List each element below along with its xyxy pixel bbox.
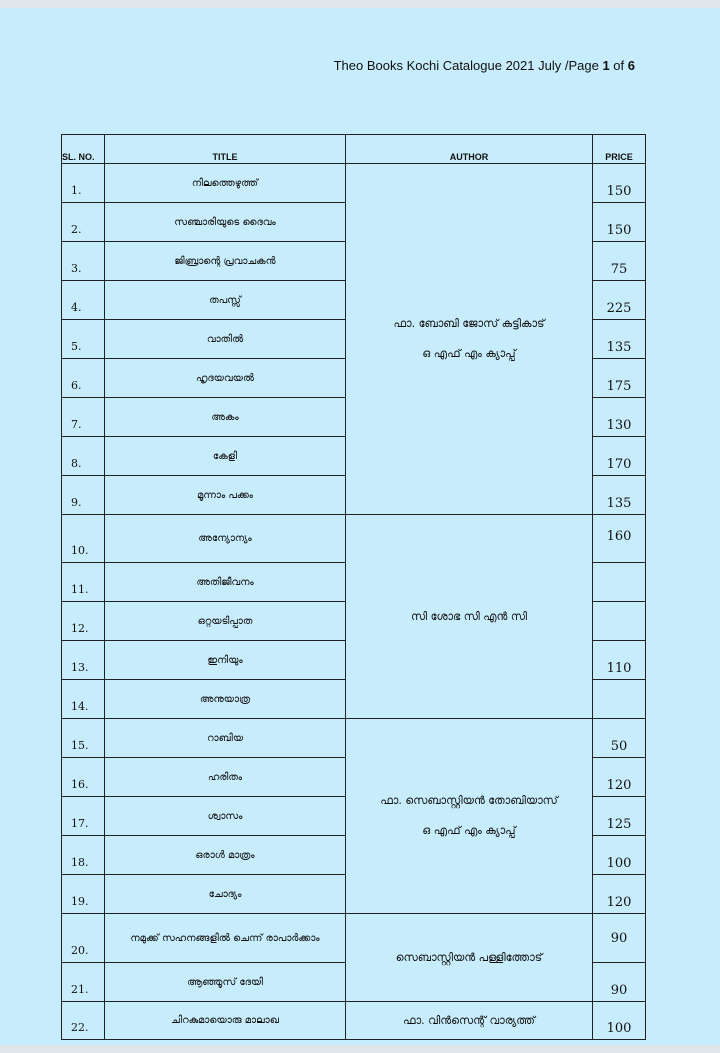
col-header-price: PRICE (593, 135, 646, 164)
col-header-title: TITLE (105, 135, 346, 164)
page-total: 6 (627, 58, 635, 73)
price-cell: 90 (593, 963, 646, 1002)
table-row (62, 164, 646, 203)
sl-cell: 22. (62, 1002, 105, 1040)
sl-cell: 6. (62, 359, 105, 398)
sl-cell: 7. (62, 398, 105, 437)
sl-cell: 16. (62, 758, 105, 797)
sl-cell: 4. (62, 281, 105, 320)
bottom-edge-strip (0, 1045, 720, 1053)
author-cell (346, 164, 593, 515)
top-edge-strip (0, 0, 720, 8)
price-cell: 100 (593, 836, 646, 875)
title-cell: നിലത്തെഴുത്ത് (105, 164, 346, 203)
author-line: ഒ എഫ് എം ക്യാപ്പ് (422, 347, 516, 360)
author-line: ഒ എഫ് എം ക്യാപ്പ് (422, 824, 516, 837)
author-cell (346, 515, 593, 719)
sl-cell: 10. (62, 515, 105, 563)
sl-cell: 13. (62, 641, 105, 680)
author-line: സി ശോഭ സി എൻ സി (411, 609, 527, 623)
sl-cell: 19. (62, 875, 105, 914)
sl-cell: 14. (62, 680, 105, 719)
price-cell: 130 (593, 398, 646, 437)
sl-cell: 11. (62, 563, 105, 602)
sl-cell: 9. (62, 476, 105, 515)
page-header (334, 58, 635, 73)
title-cell: സഞ്ചാരിയുടെ ദൈവം (105, 203, 346, 242)
title-cell: ഹരിതം (105, 758, 346, 797)
author-cell (346, 914, 593, 1002)
catalogue-table (61, 134, 646, 1040)
price-cell: 75 (593, 242, 646, 281)
table-header-row (62, 135, 646, 164)
sl-cell: 17. (62, 797, 105, 836)
price-cell: 225 (593, 281, 646, 320)
price-cell: 150 (593, 164, 646, 203)
price-cell: 160 (593, 515, 646, 563)
header-of: of (613, 58, 625, 73)
title-cell: വാതിൽ (105, 320, 346, 359)
sl-cell: 8. (62, 437, 105, 476)
author-line: ഫാ. വിൻസെന്റ് വാര്യത്ത് (403, 1013, 535, 1027)
title-cell: ഒരാൾ മാത്രം (105, 836, 346, 875)
title-cell: ശ്വാസം (105, 797, 346, 836)
price-cell (593, 680, 646, 719)
price-cell: 90 (593, 914, 646, 963)
col-header-author: AUTHOR (346, 135, 593, 164)
sl-cell: 21. (62, 963, 105, 1002)
price-cell: 135 (593, 320, 646, 359)
title-cell: ജിബ്രാന്റെ പ്രവാചകൻ (105, 242, 346, 281)
title-cell: ആഞ്ഞൂസ് ദേയി (105, 963, 346, 1002)
sl-cell: 2. (62, 203, 105, 242)
table-row (62, 719, 646, 758)
table-row (62, 1002, 646, 1040)
price-cell: 110 (593, 641, 646, 680)
title-cell: അകം (105, 398, 346, 437)
price-cell: 170 (593, 437, 646, 476)
author-line: സെബാസ്റ്റിയൻ പള്ളിത്തോട് (395, 950, 543, 964)
price-cell: 120 (593, 758, 646, 797)
sl-cell: 1. (62, 164, 105, 203)
title-cell: ഹൃദയവയൽ (105, 359, 346, 398)
price-cell: 125 (593, 797, 646, 836)
sl-cell: 3. (62, 242, 105, 281)
title-cell: ചിറകുമായൊരു മാലാഖ (105, 1002, 346, 1040)
author-line: ഫാ. സെബാസ്റ്റിയൻ തോബിയാസ് (380, 794, 558, 807)
page-number: 1 (602, 58, 610, 73)
title-cell: അതിജീവനം (105, 563, 346, 602)
sl-cell: 20. (62, 914, 105, 963)
sl-cell: 5. (62, 320, 105, 359)
table-row (62, 914, 646, 963)
col-header-sl: SL. NO. (62, 135, 105, 164)
sl-cell: 15. (62, 719, 105, 758)
sl-cell: 12. (62, 602, 105, 641)
author-line: ഫാ. ബോബി ജോസ് കട്ടികാട് (393, 317, 545, 330)
title-cell: കേളി (105, 437, 346, 476)
title-cell: അന്യോന്യം (105, 515, 346, 563)
title-cell: നമുക്ക് സഹനങ്ങളിൽ ചെന്ന് രാപാർക്കാം (105, 914, 346, 963)
sl-cell: 18. (62, 836, 105, 875)
price-cell: 150 (593, 203, 646, 242)
author-cell (346, 719, 593, 914)
title-cell: മൂന്നാം പക്കം (105, 476, 346, 515)
price-cell: 175 (593, 359, 646, 398)
title-cell: ഒറ്റയടിപ്പാത (105, 602, 346, 641)
price-cell: 100 (593, 1002, 646, 1040)
title-cell: റാബിയ (105, 719, 346, 758)
price-cell (593, 602, 646, 641)
table-row (62, 515, 646, 563)
price-cell: 135 (593, 476, 646, 515)
title-cell: അനുയാത്ര (105, 680, 346, 719)
price-cell (593, 563, 646, 602)
header-prefix: Theo Books Kochi Catalogue 2021 July /Page (333, 58, 599, 73)
title-cell: ഇനിയും (105, 641, 346, 680)
title-cell: തപസ്സ് (105, 281, 346, 320)
title-cell: ചോദ്യം (105, 875, 346, 914)
author-cell (346, 1002, 593, 1040)
price-cell: 120 (593, 875, 646, 914)
price-cell: 50 (593, 719, 646, 758)
